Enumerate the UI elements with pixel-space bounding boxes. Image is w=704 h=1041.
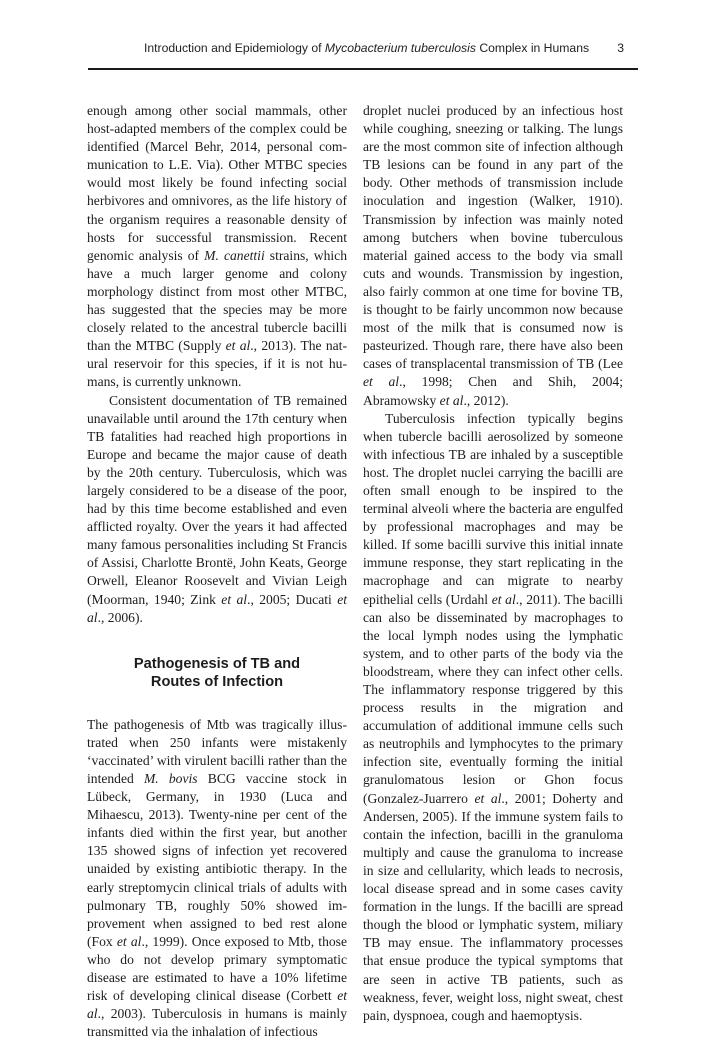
left-column xyxy=(87,102,347,1041)
paragraph-tb-history: Consistent documentation of TB remained unavailable until around the 17th century when TB fatalities had reached high proportions in Europe and became the major cause of death by the 20th century. Tuberculosis, which was largely considered to be a disease of the poor, had by this time become established and even afflicted royalty. Over the years it had affected many famous personalities including St Francis of Assisi, Charlotte Brontë, John Keats, George Orwell, Eleanor Roosevelt and Vivian Leigh (Moorman, 1940; Zink et al., 2005; Ducati et al., 2006). xyxy=(87,392,347,625)
right-column xyxy=(363,102,623,1025)
paragraph-transmission: droplet nuclei produced by an infectious host while coughing, sneezing or talking. The lungs are the most common site of infection although TB lesions can be found in any part of the body. Other methods of transmission include inoculation and ingestion (Walker, 1910). Transmission by infection was mainly noted among butchers when bovine tuberculous material gained access to the body via small cuts and wounds. Transmission by ingestion, also fairly common at one time for bovine TB, is thought to be fairly uncommon now because most of the milk that is consumed now is pasteurized. Though rare, there have also been cases of transplacental transmission of TB (Lee et al., 1998; Chen and Shih, 2004; Abramowsky et al., 2012). xyxy=(363,103,623,408)
section-heading-line-1: Pathogenesis of TB and xyxy=(133,655,301,672)
header-rule xyxy=(88,68,638,70)
paragraph-pathogenesis: The pathogenesis of Mtb was tragically illustrated when 250 infants were mistakenly ‘vaccinated’ with virulent bacilli rather than the intended M. bovis BCG vaccine stock in Lübeck, Germany, in 1930 (Luca and Mihaescu, 2013). Twenty-nine per cent of the infants died within the first year, but another 135 showed signs of infection yet recovered unaided by existing antibiotic therapy. In the early streptomycin clinical trials of adults with pulmonary TB, roughly 50% showed improvement when assigned to bed rest alone (Fox et al., 1999). Once exposed to Mtb, those who do not develop primary symptomatic disease are estimated to have a 10% lifetime risk of developing clinical disease (Corbett et al., 2003). Tuberculosis in humans is mainly transmitted via the inhalation of infectious xyxy=(87,716,347,1040)
running-title-prefix: Introduction and Epidemiology of xyxy=(144,41,325,55)
running-title-species: Mycobacterium tuberculosis xyxy=(324,41,476,55)
paragraph-infection-course: Tuberculosis infection typically begins when tubercle bacilli aerosolized by someone with infectious TB are inhaled by a susceptible host. The droplet nuclei carrying the bacilli are often small enough to be inspired to the terminal alveoli where the bacteria are engulfed by professional macrophages and may be killed. If some bacilli survive this initial innate immune response, they start replicating in the macrophage and can migrate to nearby epithelial cells (Urdahl et al., 2011). The bacilli can also be disseminated by macrophages to the local lymph nodes using the lymphatic system, and to other parts of the body via the bloodstream, where they can infect other cells. The inflammatory response triggered by this process results in the migration and accumulation of additional immune cells such as neutrophils and lymphocytes to the primary infection site, eventually forming the initial granulomatous lesion or Ghon focus (Gonzalez-Juarrero et al., 2001; Doherty and Andersen, 2005). If the immune system fails to contain the infection, bacilli in the granuloma multiply and cause the granuloma to increase in size and cellularity, which leads to necrosis, local disease spread and in some cases cavity formation in the lungs. If the bacilli are spread though the blood or lymphatic system, miliary TB may ensue. The inflammatory processes that ensue produce the typical symptoms that are seen in active TB patients, such as weakness, fever, weight loss, night sweat, chest pain, dyspnoea, cough and haemoptysis. xyxy=(363,410,623,1023)
running-header xyxy=(88,40,638,58)
section-heading xyxy=(87,655,347,692)
running-title xyxy=(144,41,589,55)
page-number: 3 xyxy=(617,41,624,55)
paragraph-mtbc-species: enough among other social mammals, other host-adapted members of the complex could be identified (Marcel Behr, 2014, personal communication to L.E. Via). Other MTBC species would most likely be found infecting social herbivores and omnivores, as the life history of the organism requires a reasonable density of hosts for successful transmission. Recent genomic analysis of M. canettii strains, which have a much larger genome and colony morphology distinct from most other MTBC, has suggested that the species may be more closely related to the ancestral tubercle bacilli than the MTBC (Supply et al., 2013). The natural reservoir for this species, if it is not humans, is currently unknown. xyxy=(87,103,347,390)
section-heading-line-2: Routes of Infection xyxy=(150,674,284,691)
running-title-suffix: Complex in Humans xyxy=(475,41,590,55)
